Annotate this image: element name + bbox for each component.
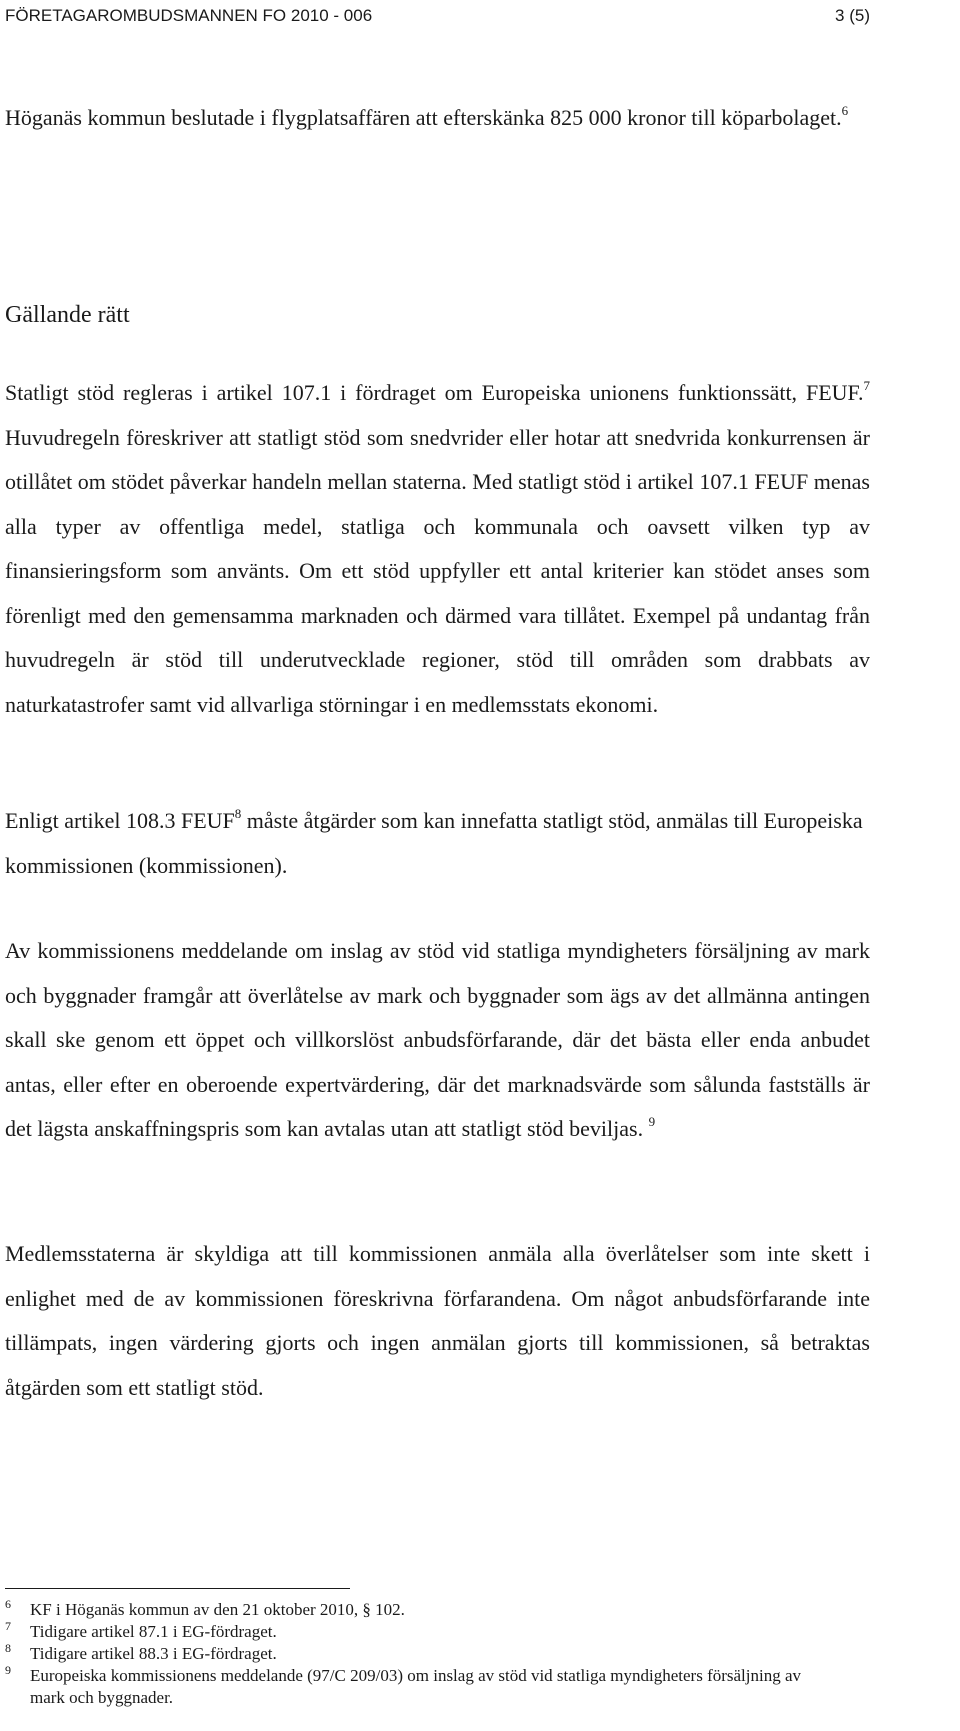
document-title: FÖRETAGAROMBUDSMANNEN FO 2010 - 006 (5, 6, 373, 25)
footnote-number: 8 (5, 1641, 11, 1655)
footnote-text: Tidigare artikel 88.3 i EG-fördraget. (30, 1644, 277, 1663)
footnote-separator (5, 1588, 350, 1589)
footnote-ref-9: 9 (648, 1114, 656, 1129)
paragraph-text-a: Enligt artikel 108.3 FEUF (5, 808, 235, 833)
footnote-number: 9 (5, 1663, 11, 1677)
paragraph-commission-notice (5, 929, 870, 1152)
footnote-text: Europeiska kommissionens meddelande (97/C 209/03) om inslag av stöd vid statliga myndigheters försäljning av mark och byggnader. (30, 1666, 802, 1707)
paragraph-text: Medlemsstaterna är skyldiga att till kommissionen anmäla alla överlåtelser som inte skett i enlighet med de av kommissionen föreskrivna förfarandena. Om något anbudsförfarande inte tillämpats, ingen värdering gjorts och ingen anmälan gjorts till kommissionen, så betraktas åtgärden som ett statligt stöd. (5, 1241, 870, 1400)
footnote-text: KF i Höganäs kommun av den 21 oktober 2010, § 102. (30, 1600, 405, 1619)
footnote-6 (5, 1599, 915, 1621)
paragraph-text-b: Huvudregeln föreskriver att statligt stöd som snedvrider eller hotar att snedvrida konkurrensen är otillåtet om stödet påverkar handeln mellan staterna. Med statligt stöd i artikel 107.1 FEUF menas alla typer av offentliga medel, statliga och kommunala och oavsett vilken typ av finansieringsform som använts. Om ett stöd uppfyller ett antal kriterier kan stödet anses som förenligt med den gemensamma marknaden och därmed vara tillåtet. Exempel på undantag från huvudregeln är stöd till underutvecklade regioner, stöd till områden som drabbats av naturkatastrofer samt vid allvarliga störningar i en medlemsstats ekonomi. (5, 424, 870, 717)
footnote-ref-6: 6 (841, 103, 849, 118)
footnotes (5, 1599, 915, 1709)
page-header (5, 6, 870, 26)
paragraph-state-aid (5, 371, 870, 727)
footnote-9 (0, 1665, 815, 1709)
paragraph-text: Höganäs kommun beslutade i flygplatsaffären att efterskänka 825 000 kronor till köparbolaget. (5, 105, 842, 130)
paragraph-text-b: måste åtgärder som kan innefatta statligt stöd, anmälas till Europeiska kommissionen (kommissionen). (5, 808, 863, 878)
page-number: 3 (5) (835, 6, 870, 25)
footnote-8 (5, 1643, 915, 1665)
paragraph-article-108 (5, 799, 870, 888)
footnote-number: 6 (5, 1597, 11, 1611)
paragraph-text: Av kommissionens meddelande om inslag av stöd vid statliga myndigheters försäljning av mark och byggnader framgår att överlåtelse av mark och byggnader som ägs av det allmänna antingen skall ske genom ett öppet och villkorslöst anbudsförfarande, där det bästa eller enda anbudet antas, eller efter en oberoende expertvärdering, där det marknadsvärde som sålunda fastställs är det lägsta anskaffningspris som kan avtalas utan att statligt stöd beviljas. (5, 938, 870, 1141)
paragraph-decision (5, 96, 865, 141)
paragraph-text-a: Statligt stöd regleras i artikel 107.1 i fördraget om Europeiska unionens funktionssätt, FEUF. (5, 380, 864, 405)
paragraph-member-states (5, 1232, 870, 1410)
footnote-text: Tidigare artikel 87.1 i EG-fördraget. (30, 1622, 277, 1641)
footnote-7 (5, 1621, 915, 1643)
footnote-number: 7 (5, 1619, 11, 1633)
section-heading: Gällande rätt (5, 302, 130, 328)
footnote-ref-8: 8 (234, 806, 242, 821)
footnote-ref-7: 7 (863, 378, 870, 393)
